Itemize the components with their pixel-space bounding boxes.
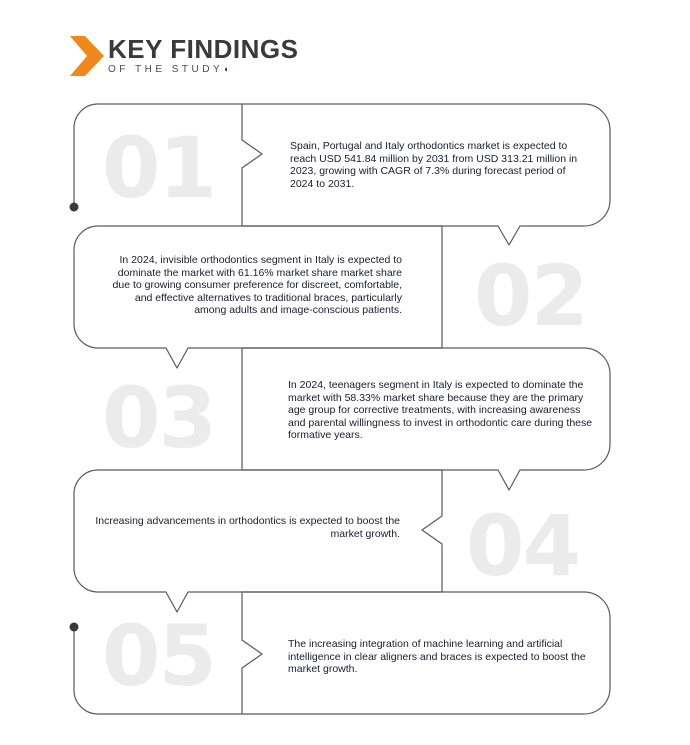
finding-number-4: 04 <box>466 497 579 595</box>
divider-1 <box>242 104 262 226</box>
divider-4 <box>422 470 442 592</box>
connector-dot-top <box>70 203 79 212</box>
finding-number-1: 01 <box>102 119 215 217</box>
finding-text-3: In 2024, teenagers segment in Italy is expected to dominate the market with 58.33% market share because they are the primary age group for corrective treatments, with increasing awareness and parental willingness to invest in orthodontic care during these formative years. <box>288 379 593 441</box>
finding-text-1: Spain, Portugal and Italy orthodontics market is expected to reach USD 541.84 million by 2031 from USD 313.21 million in 2023, growing with CAGR of 7.3% during forecast period of 2024 to 2031. <box>290 140 578 190</box>
divider-5 <box>242 592 262 714</box>
finding-number-5: 05 <box>102 607 215 705</box>
finding-text-5: The increasing integration of machine learning and artificial intelligence in clear aligners and braces is expected to boost the market growth. <box>288 638 586 675</box>
finding-text-2: In 2024, invisible orthodontics segment in Italy is expected to dominate the market with 61.16% market share market share due to growing consumer preference for discreet, comfortable, and effective alternatives to traditional braces, particularly among adults and image-conscious patients. <box>112 254 402 316</box>
finding-number-2: 02 <box>474 247 587 345</box>
page-subtitle: OF THE STUDY◖ <box>108 64 229 75</box>
crescent-icon: ◖ <box>223 64 229 74</box>
finding-box-4-outline <box>74 470 442 612</box>
finding-number-3: 03 <box>102 369 215 467</box>
finding-text-4: Increasing advancements in orthodontics is expected to boost the market growth. <box>95 515 400 540</box>
page-title: KEY FINDINGS <box>108 34 299 64</box>
connector-dot-bottom <box>70 623 79 632</box>
